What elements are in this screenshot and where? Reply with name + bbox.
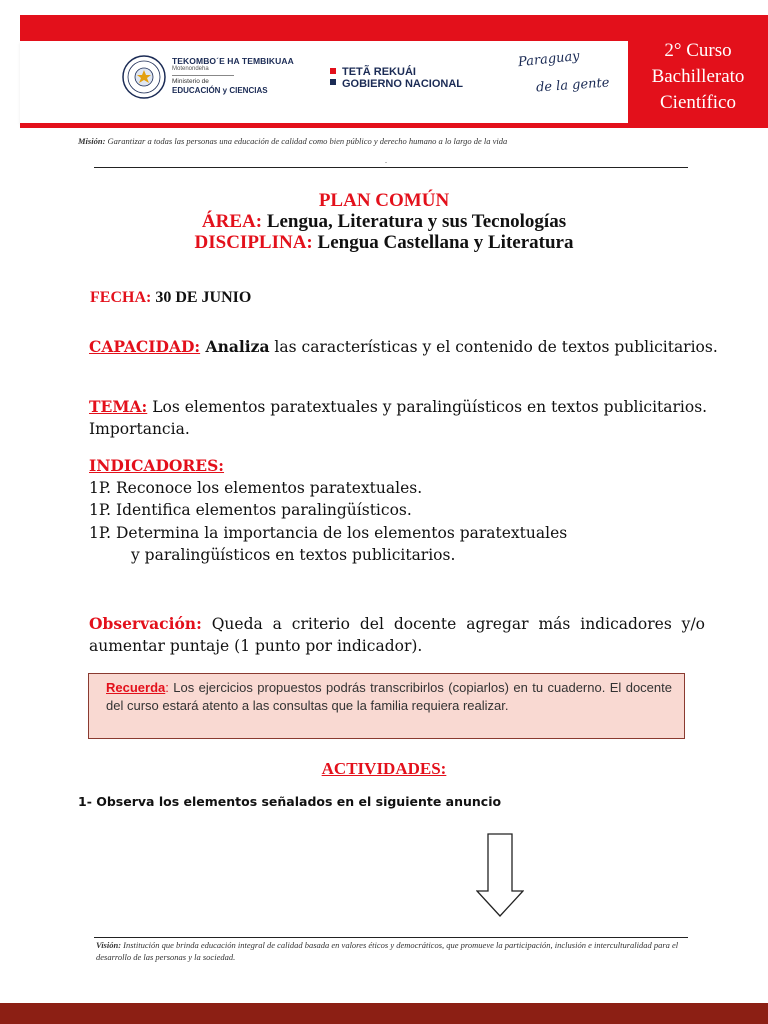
government-mark-red [330,68,336,74]
tema-paragraph [89,396,719,440]
capacidad-verb: Analiza [200,337,270,356]
plan-title: PLAN COMÚN [318,190,450,211]
ministry-name-guarani: TEKOMBO´E HA TEMBIKUAA [172,56,294,66]
observacion-paragraph [89,613,705,657]
recuerda-box [88,673,685,739]
tema-text: Los elementos paratextuales y paralingüísticos en textos publicitarios. Importancia. [89,398,708,438]
top-divider [94,167,688,168]
course-line3: Científico [660,92,736,113]
ministry-label: Ministerio de [172,78,209,85]
observacion-label: Observación: [89,614,202,633]
national-seal-icon [122,55,166,99]
ministry-divider [172,75,234,76]
area-line [0,211,768,232]
disciplina-label: DISCIPLINA: [194,232,313,253]
observacion-text: Queda a criterio del docente agregar más indicadores y/o aumentar puntaje (1 punto por indicador). [89,615,705,655]
course-line2: Bachillerato [651,66,745,87]
disciplina-value: Lengua Castellana y Literatura [312,232,574,253]
fecha-line [90,289,251,307]
area-value: Lengua, Literatura y sus Tecnologías [262,211,567,232]
ministry-subtitle: Motenondeha [172,66,209,72]
recuerda-label: Recuerda [106,680,166,695]
recuerda-text: Los ejercicios propuestos podrás transcribirlos (copiarlos) en tu cuaderno. El docente del curso estará atento a las consultas que la familia requiera realizar. [106,680,672,713]
government-name-guarani: TETÃ REKUÁI [342,66,416,78]
indicador-3: 1P. Determina la importancia de los elementos paratextuales [89,524,568,542]
course-badge [628,28,768,126]
indicadores-label: INDICADORES: [89,456,225,475]
footer-band [0,1003,768,1024]
tema-label: TEMA: [89,397,148,416]
fecha-value: 30 DE JUNIO [151,289,252,306]
slogan-line2: de la gente [535,75,610,96]
indicador-1: 1P. Reconoce los elementos paratextuales. [89,479,423,497]
arrow-down-icon [476,833,524,917]
actividad-1: 1- Observa los elementos señalados en el siguiente anuncio [78,794,502,809]
actividades-title: ACTIVIDADES: [321,759,447,778]
mission-label: Misión: [78,136,106,146]
disciplina-line [0,232,768,253]
mission-dot: . [385,156,387,165]
government-name: GOBIERNO NACIONAL [342,78,463,90]
mission-text: Garantizar a todas las personas una educación de calidad como bien público y derecho humano a lo largo de la vida [105,136,508,146]
capacidad-paragraph [89,336,719,358]
course-line1: 2° Curso [664,40,732,61]
capacidad-text: las características y el contenido de textos publicitarios. [269,338,718,356]
indicador-3-continuation: y paralingüísticos en textos publicitarios. [131,546,456,564]
indicador-2: 1P. Identifica elementos paralingüísticos. [89,501,412,519]
title-block [0,190,768,253]
vision-statement [96,940,688,963]
area-label: ÁREA: [201,211,263,232]
vision-label: Visión: [96,940,122,950]
fecha-label: FECHA: [90,289,152,306]
ministry-name: EDUCACIÓN y CIENCIAS [172,86,268,95]
mission-statement [78,136,698,146]
slogan-line1: Paraguay [517,48,581,71]
bottom-divider [94,937,688,938]
recuerda-colon: : [165,680,169,695]
government-mark-navy [330,79,336,85]
capacidad-label: CAPACIDAD: [89,337,201,356]
vision-text: Institución que brinda educación integral de calidad basada en valores éticos y democráticos, que promueve la participación, inclusión e interculturalidad para el desarrollo de las personas y la sociedad. [96,940,679,962]
